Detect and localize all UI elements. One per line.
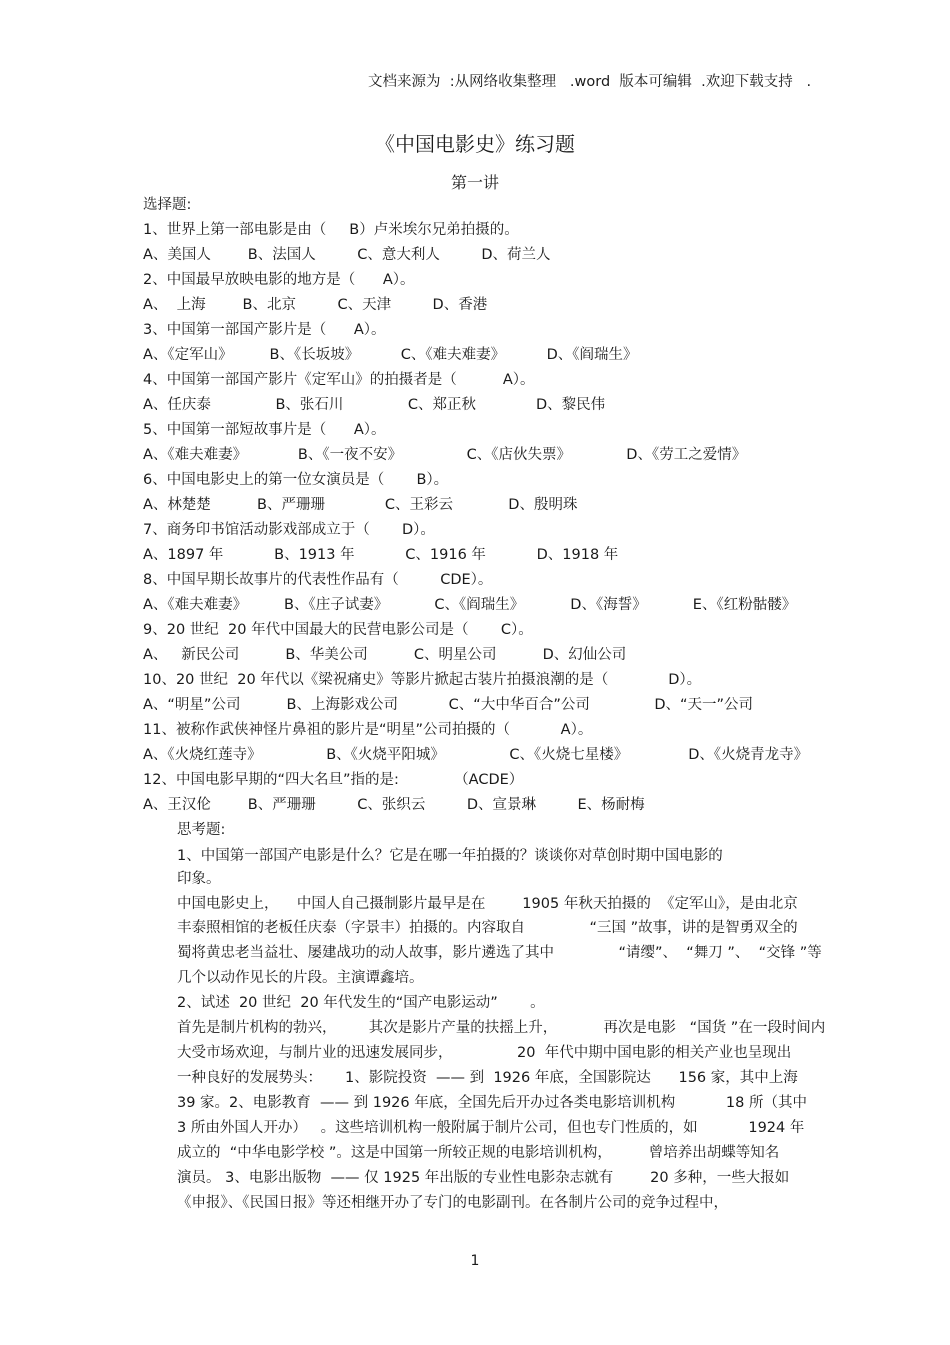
options-line: A、1897 年 B、1913 年 C、1916 年 D、1918 年 <box>143 547 619 563</box>
question-line: 4、中国第一部国产影片《定军山》的拍摄者是（ A）。 <box>143 372 535 388</box>
question-line: 3、中国第一部国产影片是（ A）。 <box>143 322 386 338</box>
options-line: A、林楚楚 B、严珊珊 C、王彩云 D、殷明珠 <box>143 497 578 513</box>
essay-question: 印象。 <box>177 871 221 887</box>
question-line: 7、商务印书馆活动影戏部成立于（ D）。 <box>143 522 435 538</box>
essay-question: 1、中国第一部国产电影是什么？它是在哪一年拍摄的？谈谈你对草创时期中国电影的 <box>177 848 723 864</box>
answer-line: 《申报》、《民国日报》等还相继开办了专门的电影副刊。在各制片公司的竞争过程中， <box>177 1195 728 1211</box>
question-line: 5、中国第一部短故事片是（ A）。 <box>143 422 386 438</box>
options-line: A、《难夫难妻》 B、《一夜不安》 C、《店伙失票》 D、《劳工之爱情》 <box>143 447 747 463</box>
answer-line: 中国电影史上， 中国人自己摄制影片最早是在 1905 年秋天拍摄的 《定军山》，是由北京 <box>177 896 798 912</box>
answer-line: 3 所由外国人开办） 。这些培训机构一般附属于制片公司，但也专门性质的，如 1924 年 <box>177 1120 805 1136</box>
answer-line: 首先是制片机构的勃兴， 其次是影片产量的扶摇上升， 再次是电影 “国货 ”在一段时间内 <box>177 1020 826 1036</box>
options-line: A、 上海 B、北京 C、天津 D、香港 <box>143 297 488 313</box>
options-line: A、王汉伦 B、严珊珊 C、张织云 D、宣景琳 E、杨耐梅 <box>143 797 645 813</box>
answer-line: 一种良好的发展势头： 1、影院投资 —— 到 1926 年底，全国影院达 156 家，其中上海 <box>177 1070 798 1086</box>
answer-line: 成立的 “中华电影学校 ”。这是中国第一所较正规的电影培训机构， 曾培养出胡蝶等知名 <box>177 1145 780 1161</box>
options-line: A、《火烧红莲寺》 B、《火烧平阳城》 C、《火烧七星楼》 D、《火烧青龙寺》 <box>143 747 809 763</box>
page-title: 《中国电影史》练习题 <box>375 132 575 156</box>
essay-question: 2、试述 20 世纪 20 年代发生的“国产电影运动” 。 <box>177 995 545 1011</box>
options-line: A、《难夫难妻》 B、《庄子试妻》 C、《阎瑞生》 D、《海誓》 E、《红粉骷髅》 <box>143 597 797 613</box>
question-line: 2、中国最早放映电影的地方是（ A）。 <box>143 272 415 288</box>
section-heading-thinking: 思考题: <box>177 822 226 838</box>
answer-line: 大受市场欢迎，与制片业的迅速发展同步， 20 年代中期中国电影的相关产业也呈现出 <box>177 1045 792 1061</box>
options-line: A、 新民公司 B、华美公司 C、明星公司 D、幻仙公司 <box>143 647 627 663</box>
section-heading-choice: 选择题: <box>143 197 192 213</box>
answer-line: 丰泰照相馆的老板任庆泰（字景丰）拍摄的。内容取自 “三国 ”故事，讲的是智勇双全的 <box>177 920 798 936</box>
page-number: 1 <box>470 1253 480 1269</box>
question-line: 6、中国电影史上的第一位女演员是（ B）。 <box>143 472 449 488</box>
lecture-heading: 第一讲 <box>450 173 499 192</box>
question-line: 10、20 世纪 20 年代以《梁祝痛史》等影片掀起古装片拍摄浪潮的是（ D）。 <box>143 672 702 688</box>
answer-line: 演员。 3、电影出版物 —— 仅 1925 年出版的专业性电影杂志就有 20 多种，一些大报如 <box>177 1170 790 1186</box>
answer-line: 几个以动作见长的片段。主演谭鑫培。 <box>177 970 424 986</box>
answer-line: 39 家。2、电影教育 —— 到 1926 年底，全国先后开办过各类电影培训机构 18 所（其中 <box>177 1095 807 1111</box>
question-line: 9、20 世纪 20 年代中国最大的民营电影公司是（ C）。 <box>143 622 533 638</box>
header-note: 文档来源为 :从网络收集整理 .word 版本可编辑 .欢迎下载支持 . <box>368 74 812 90</box>
question-line: 1、世界上第一部电影是由（ B）卢米埃尔兄弟拍摄的。 <box>143 222 519 238</box>
options-line: A、美国人 B、法国人 C、意大利人 D、荷兰人 <box>143 247 551 263</box>
question-line: 11、被称作武侠神怪片鼻祖的影片是“明星”公司拍摄的（ A）。 <box>143 722 593 738</box>
options-line: A、“明星”公司 B、上海影戏公司 C、“大中华百合”公司 D、“天一”公司 <box>143 697 754 713</box>
question-line: 8、中国早期长故事片的代表性作品有（ CDE）。 <box>143 572 493 588</box>
options-line: A、《定军山》 B、《长坂坡》 C、《难夫难妻》 D、《阎瑞生》 <box>143 347 638 363</box>
options-line: A、任庆泰 B、张石川 C、郑正秋 D、黎民伟 <box>143 397 606 413</box>
answer-line: 蜀将黄忠老当益壮、屡建战功的动人故事，影片遴选了其中 “请缨”、 “舞刀 ”、 “交锋 ”等 <box>177 945 822 961</box>
question-line: 12、中国电影早期的“四大名旦”指的是: （ACDE） <box>143 772 524 788</box>
